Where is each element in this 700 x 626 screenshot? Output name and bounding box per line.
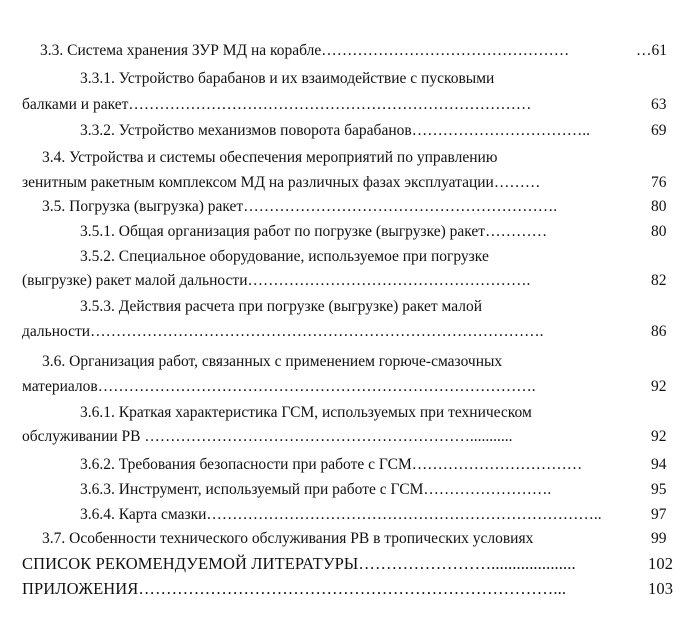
toc-entry-3-6-line-2 bbox=[22, 376, 636, 398]
toc-entry-3-5-2-line-2 bbox=[22, 270, 636, 292]
toc-page-number: 97 bbox=[651, 506, 667, 523]
toc-entry-text: 3.5.2. Специальное оборудование, используемое при погрузке bbox=[80, 248, 489, 265]
toc-entry-text: 3.3.1. Устройство барабанов и их взаимодействие с пусковыми bbox=[80, 70, 495, 87]
toc-entry-text: 3.6. Организация работ, связанных с применением горюче-смазочных bbox=[42, 353, 503, 370]
toc-entry-literature-line-1 bbox=[22, 553, 644, 575]
toc-entry-text: дальности……………………………………………………………………………. bbox=[22, 323, 544, 340]
toc-entry-3-5-1-line-1 bbox=[80, 221, 636, 243]
toc-entry-text: 3.6.3. Инструмент, используемый при работе с ГСМ……………………. bbox=[80, 481, 552, 498]
toc-page-number: 76 bbox=[651, 174, 667, 191]
toc-page-number: …61 bbox=[636, 42, 667, 59]
toc-entry-3-6-4-line-1 bbox=[80, 504, 636, 526]
toc-entry-text: 3.7. Особенности технического обслуживания РВ в тропических условиях bbox=[42, 530, 534, 547]
toc-entry-text: 3.6.4. Карта смазки………………………………………………………………….. bbox=[80, 506, 602, 523]
toc-page-number: 92 bbox=[651, 378, 667, 395]
toc-entry-3-4-line-2 bbox=[22, 172, 640, 194]
toc-entry-3-6-line-1 bbox=[42, 351, 682, 373]
toc-page-number: 99 bbox=[651, 530, 667, 547]
toc-entry-text: 3.4. Устройства и системы обеспечения мероприятий по управлению bbox=[42, 149, 498, 166]
toc-entry-text: (выгрузке) ракет малой дальности………………………………………………. bbox=[22, 272, 531, 289]
toc-entry-3-6-1-line-2 bbox=[22, 426, 636, 448]
toc-entry-text: 3.6.2. Требования безопасности при работе с ГСМ…………………………… bbox=[80, 456, 583, 473]
toc-entry-appendices-line-1 bbox=[22, 578, 644, 600]
toc-entry-text: 3.3. Система хранения ЗУР МД на корабле………………………………………… bbox=[40, 42, 570, 59]
toc-page-number: 80 bbox=[651, 198, 667, 215]
toc-entry-text: обслуживании РВ ………………………………………………………........... bbox=[22, 428, 513, 445]
toc-entry-text: 3.6.1. Краткая характеристика ГСМ, используемых при техническом bbox=[80, 404, 532, 421]
toc-entry-3-3-1-line-1 bbox=[80, 68, 680, 90]
toc-entry-text: зенитным ракетным комплексом МД на различных фазах эксплуатации……… bbox=[22, 174, 541, 191]
toc-entry-3-5-3-line-2 bbox=[22, 321, 636, 343]
toc-entry-3-6-1-line-1 bbox=[80, 402, 680, 424]
toc-entry-text: 3.5. Погрузка (выгрузка) ракет……………………………………………………. bbox=[42, 198, 558, 215]
toc-page-number: 95 bbox=[651, 481, 667, 498]
toc-entry-text: 3.5.1. Общая организация работ по погрузке (выгрузке) ракет………… bbox=[80, 223, 548, 240]
toc-entry-text: материалов…………………………………………………………………………. bbox=[22, 378, 536, 395]
toc-page-number: 103 bbox=[648, 579, 674, 598]
toc-page-number: 69 bbox=[651, 122, 667, 139]
toc-entry-text: 3.5.3. Действия расчета при погрузке (выгрузке) ракет малой bbox=[80, 298, 483, 315]
toc-entry-3-6-2-line-1 bbox=[80, 454, 636, 476]
toc-entry-text: балками и ракет…………………………………………………………………… bbox=[22, 96, 532, 113]
toc-entry-3-5-3-line-1 bbox=[80, 296, 680, 318]
toc-page-number: 92 bbox=[651, 428, 667, 445]
toc-entry-3-3-1-line-2 bbox=[22, 94, 632, 116]
toc-page-number: 63 bbox=[651, 96, 667, 113]
toc-entry-3-7-line-1 bbox=[42, 528, 648, 550]
toc-entry-text: ПРИЛОЖЕНИЯ…………………………………………………………………... bbox=[22, 579, 567, 598]
toc-entry-3-4-line-1 bbox=[42, 147, 682, 169]
toc-page-number: 102 bbox=[648, 554, 674, 573]
toc-page-number: 82 bbox=[651, 272, 667, 289]
toc-page-number: 86 bbox=[651, 323, 667, 340]
toc-entry-text: 3.3.2. Устройство механизмов поворота барабанов…………………………….. bbox=[80, 122, 590, 139]
toc-page-number: 80 bbox=[651, 223, 667, 240]
toc-entry-text: СПИСОК РЕКОМЕНДУЕМОЙ ЛИТЕРАТУРЫ…………………….................... bbox=[22, 554, 576, 573]
toc-entry-3-5-line-1 bbox=[42, 196, 636, 218]
toc-page-number: 94 bbox=[651, 456, 667, 473]
toc-entry-3-3-2-line-1 bbox=[80, 120, 636, 142]
toc-entry-3-3-line-1 bbox=[40, 40, 630, 62]
toc-entry-3-6-3-line-1 bbox=[80, 479, 636, 501]
toc-entry-3-5-2-line-1 bbox=[80, 246, 680, 268]
